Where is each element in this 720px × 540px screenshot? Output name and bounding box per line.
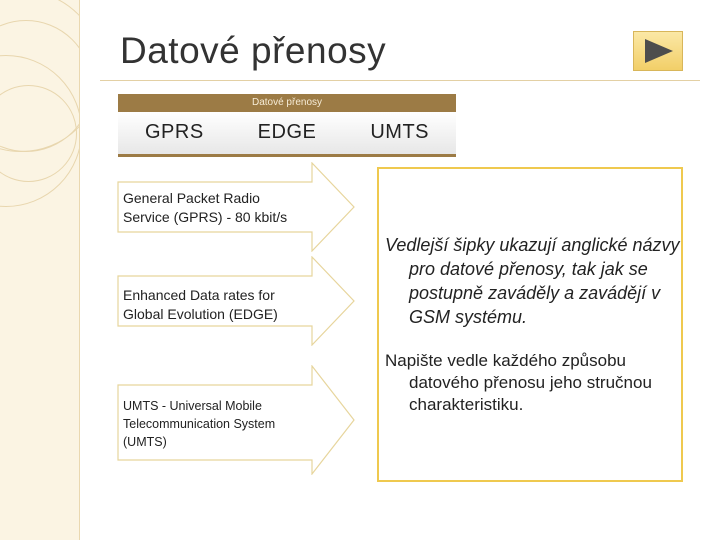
play-triangle-icon (643, 38, 675, 64)
tab-gprs[interactable]: GPRS (118, 112, 231, 156)
arrow-shape-edge (117, 256, 357, 346)
arrow-text-edge: Enhanced Data rates for Global Evolution (EDGE) (123, 287, 278, 322)
title-divider (100, 80, 700, 81)
note-italic: Vedlejší šipky ukazují anglické názvy pro datové přenosy, tak jak se postupně zaváděly a zavádějí v GSM systému. (385, 235, 680, 327)
tabs-underline (118, 154, 456, 157)
tab-edge[interactable]: EDGE (231, 112, 344, 156)
decorative-sidebar (0, 0, 80, 540)
note-instruction: Napište vedle každého způsobu datového přenosu jeho stručnou charakteristiku. (385, 351, 652, 414)
arrow-shape-umts (117, 365, 357, 475)
arrow-shape-gprs (117, 162, 357, 252)
protocol-tabs (118, 112, 456, 156)
next-slide-button[interactable] (633, 31, 683, 71)
diagram-header: Datové přenosy (118, 94, 456, 112)
arrow-text-umts: UMTS - Universal Mobile Telecommunication System (UMTS) (123, 399, 276, 449)
arrow-text-gprs: General Packet Radio Service (GPRS) - 80 kbit/s (123, 190, 288, 225)
slide-title: Datové přenosy (120, 30, 387, 71)
tab-umts[interactable]: UMTS (343, 112, 456, 156)
